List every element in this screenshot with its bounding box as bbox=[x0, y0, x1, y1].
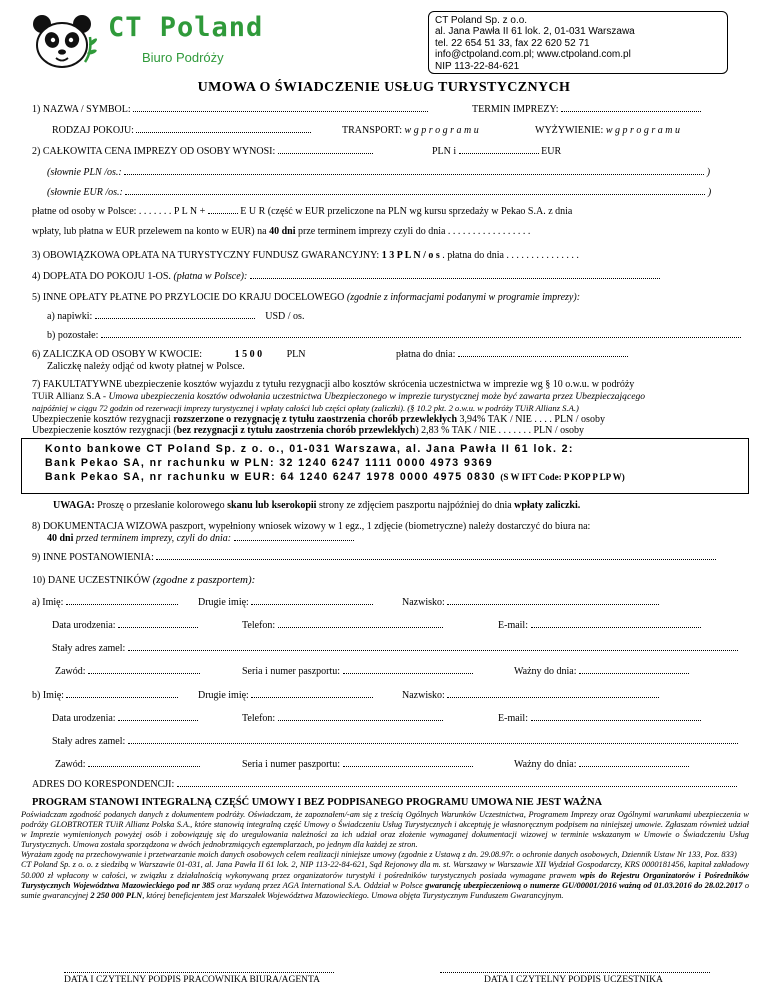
brand-subtitle: Biuro Podróży bbox=[142, 50, 224, 65]
participant-b-phone-row bbox=[242, 713, 443, 724]
legal-paragraph-3d: gwarancję ubezpieczeniową o numerze GU/00001/2016 ważną od 01.03.2016 do 28.02.2017 bbox=[425, 880, 743, 890]
term-field[interactable] bbox=[561, 104, 701, 112]
notice-c: strony ze zdjęciem paszportu najpóźniej do dnia bbox=[318, 500, 512, 511]
agent-signature-label: DATA I CZYTELNY PODPIS PRACOWNIKA BIURA/AGENTA bbox=[64, 975, 320, 985]
food-row bbox=[535, 125, 680, 136]
transfer-a: wpłaty, lub płatna w EUR przelewem na konto w EUR) na bbox=[32, 226, 267, 237]
participant-a-passport-field[interactable] bbox=[343, 666, 473, 674]
participant-b-job-row bbox=[55, 759, 200, 770]
company-email: info@ctpoland.com.pl; www.ctpoland.com.pl bbox=[435, 49, 631, 61]
participant-b-valid-field[interactable] bbox=[579, 759, 689, 767]
insurance-option-extended-c: 3,94% TAK / NIE . . . . PLN / osoby bbox=[459, 414, 605, 425]
room-field[interactable] bbox=[136, 125, 311, 133]
participant-a-birth-field[interactable] bbox=[118, 620, 198, 628]
words-pln-label: (słownie PLN /os.: bbox=[47, 167, 122, 178]
words-pln-row bbox=[47, 167, 710, 178]
name-symbol-label: 1) NAZWA / SYMBOL: bbox=[32, 104, 131, 115]
bank-account-box bbox=[21, 438, 749, 494]
participant-a-passport-label: Seria i numer paszportu: bbox=[242, 666, 341, 677]
legal-paragraph-3a: CT Poland Sp. z o. o. z siedzibą w Warszawie 01-031, al. Jana Pawła II 61 lok. 2, NIP 113-22-84-621, Sąd Rejonowy dla m. st. Warszawy w Warszawie XII Wydział Gospodarczy, KRS 0000181456, kapitał zakładowy 50.000 zł wpłacony w całości, w związku z działalnością wykonywaną przez organizatorów turystyki i pośredników turystycznych posiada wymagane prawem bbox=[21, 860, 749, 880]
legal-paragraph-3 bbox=[21, 860, 749, 900]
participant-b-second-label: Drugie imię: bbox=[198, 690, 249, 701]
participant-a-phone-label: Telefon: bbox=[242, 620, 276, 631]
agent-signature-line[interactable] bbox=[64, 972, 334, 973]
legal-paragraph-1: Poświadczam zgodność podanych danych z dokumentem podróży. Oświadczam, że zapoznałem/-am się z treścią Ogólnych Warunków Uczestnictwa, Programem Imprezy oraz Ogólnymi warunkami ubezpieczenia w podróży GLOBTROTER TUiR Allianz Polska S.A., które stanowią integralną część Umowy o Świadczeniu Usług Turystycznych i akceptuję je własnoręcznym podpisem na niniejszej umowie. Zgłaszam również udział w Imprezie wymienionych powyżej osób i zobowiązuję się do uregulowania należności za ich udział oraz złożenie wymaganej dokumentacji wizowej w terminie wskazanym w Umowie o Świadczeniu Usług Turystycznych. Umowa została sporządzona w dwóch jednobrzmiących egzemplarzach, po jednym dla każdej ze stron. bbox=[21, 810, 749, 850]
participant-b-first-label: Imię: bbox=[42, 690, 64, 701]
participant-a-valid-row bbox=[514, 666, 689, 677]
bank-account-eur-row bbox=[45, 470, 748, 484]
company-name: CT Poland Sp. z o.o. bbox=[435, 15, 528, 26]
participant-a-first-label: Imię: bbox=[42, 597, 64, 608]
price-row bbox=[32, 146, 373, 157]
participant-b-last-label: Nazwisko: bbox=[402, 690, 445, 701]
poland-payment-eur-field[interactable] bbox=[208, 206, 238, 214]
visa-line-1: 8) DOKUMENTACJA WIZOWA paszport, wypełniony wniosek wizowy w 1 egz., 1 zdjęcie (biometryczne) należy dostarczyć do biura na: bbox=[32, 521, 591, 532]
price-label: 2) CAŁKOWITA CENA IMPREZY OD OSOBY WYNOSI: bbox=[32, 146, 276, 157]
deposit-note: Zaliczkę należy odjąć od kwoty płatnej w Polsce. bbox=[47, 361, 245, 372]
insurance-option-basic-a: Ubezpieczenie kosztów rezygnacji ( bbox=[32, 425, 177, 436]
participant-b-job-label: Zawód: bbox=[55, 759, 86, 770]
participant-a-email-field[interactable] bbox=[531, 620, 701, 628]
insurance-option-extended bbox=[32, 414, 605, 425]
participant-a-marker: a) bbox=[32, 597, 40, 608]
swift-code: (S W IFT Code: P KOP P LP W) bbox=[500, 472, 625, 482]
correspondence-row bbox=[32, 779, 737, 790]
other-label: b) pozostałe: bbox=[47, 330, 99, 341]
insurance-option-extended-a: Ubezpieczenie kosztów rezygnacji bbox=[32, 414, 171, 425]
food-value: w g p r o g r a m u bbox=[605, 125, 680, 136]
participant-b-address-label: Stały adres zamel: bbox=[52, 736, 126, 747]
participant-a-job-field[interactable] bbox=[88, 666, 200, 674]
price-pln-field[interactable] bbox=[278, 146, 373, 154]
participant-a-first-row bbox=[32, 597, 178, 608]
bank-account-eur: Bank Pekao SA, nr rachunku w EUR: 64 1240 6247 1978 0000 4975 0830 bbox=[45, 471, 497, 483]
guarantee-fund-amount: 1 3 P L N / o s bbox=[381, 250, 440, 261]
participant-b-address-field[interactable] bbox=[128, 736, 738, 744]
deposit-label: 6) ZALICZKA OD OSOBY W KWOCIE: bbox=[32, 349, 203, 360]
participant-b-email-row bbox=[498, 713, 701, 724]
participant-a-last-field[interactable] bbox=[447, 597, 659, 605]
participants-note: (zgodne z paszportem): bbox=[152, 574, 256, 586]
participant-a-passport-row bbox=[242, 666, 473, 677]
poland-payment-row bbox=[32, 206, 572, 217]
participant-a-phone-field[interactable] bbox=[278, 620, 443, 628]
participant-a-email-row bbox=[498, 620, 701, 631]
insurance-line-1: 7) FAKULTATYWNE ubezpieczenie kosztów wyjazdu z tytułu rezygnacji albo kosztów skrócenia uczestnictwa w imprezie wg § 10 o.w.u. w podróży bbox=[32, 379, 635, 390]
words-eur-label: (słownie EUR /os.: bbox=[47, 187, 123, 198]
participant-a-address-row bbox=[52, 643, 738, 654]
visa-date-field[interactable] bbox=[234, 533, 354, 541]
notice-label: UWAGA: bbox=[53, 500, 95, 511]
participant-b-last-row bbox=[402, 690, 659, 701]
participant-b-job-field[interactable] bbox=[88, 759, 200, 767]
visa-days: 40 dni bbox=[47, 533, 74, 544]
participant-b-email-label: E-mail: bbox=[498, 713, 528, 724]
participant-b-marker: b) bbox=[32, 690, 41, 701]
transfer-days: 40 dni bbox=[269, 226, 296, 237]
insurance-option-basic-c: ) 2,83 % TAK / NIE . . . . . . . PLN / osoby bbox=[415, 425, 585, 436]
notice-a: Proszę o przesłanie kolorowego bbox=[97, 500, 225, 511]
participant-b-address-row bbox=[52, 736, 738, 747]
participant-b-second-field[interactable] bbox=[251, 690, 373, 698]
participant-a-address-field[interactable] bbox=[128, 643, 738, 651]
visa-line-2 bbox=[47, 533, 354, 544]
participant-b-valid-label: Ważny do dnia: bbox=[514, 759, 577, 770]
participant-a-second-row bbox=[198, 597, 373, 608]
participant-b-first-field[interactable] bbox=[66, 690, 178, 698]
legal-paragraph-2: Wyrażam zgodę na przechowywanie i przetwarzanie moich danych osobowych celem realizacji niniejsze umowy (zgodnie z Ustawą z dn. 29.08.97r. o ochronie danych osobowych, Dziennik Ustaw Nr 133, Poz. 833) bbox=[21, 850, 737, 860]
participant-a-second-label: Drugie imię: bbox=[198, 597, 249, 608]
participant-b-birth-label: Data urodzenia: bbox=[52, 713, 116, 724]
deposit-currency: PLN bbox=[286, 349, 306, 360]
company-address: al. Jana Pawła II 61 lok. 2, 01-031 Warszawa bbox=[435, 26, 635, 38]
legal-paragraph-3g: , której beneficjentem jest Marszałek Województwa Mazowieckiego. Umowa objęta Turystycznym Funduszem Gwarancyjnym. bbox=[142, 890, 564, 900]
correspondence-label: ADRES DO KORESPONDENCJI: bbox=[32, 779, 175, 790]
participant-b-valid-row bbox=[514, 759, 689, 770]
other-fees-label: 5) INNE OPŁATY PŁATNE PO PRZYLOCIE DO KRAJU DOCELOWEGO bbox=[32, 292, 345, 303]
guarantee-fund-label: 3) OBOWIĄZKOWA OPŁATA NA TURYSTYCZNY FUNDUSZ GWARANCYJNY: bbox=[32, 250, 380, 261]
notice-b: skanu lub kserokopii bbox=[227, 500, 317, 511]
tips-label: a) napiwki: bbox=[47, 311, 93, 322]
insurance-line-2a: TUiR Allianz S.A - bbox=[32, 391, 107, 402]
participants-label: 10) DANE UCZESTNIKÓW bbox=[32, 575, 151, 586]
participant-a-valid-label: Ważny do dnia: bbox=[514, 666, 577, 677]
tips-field[interactable] bbox=[95, 311, 255, 319]
insurance-option-basic bbox=[32, 425, 584, 436]
brand-name: CT Poland bbox=[108, 12, 264, 43]
single-room-note: (płatna w Polsce): bbox=[173, 271, 248, 282]
transfer-b: prze terminem imprezy czyli do dnia . . . . . . . . . . . . . . . . . bbox=[297, 226, 531, 237]
participant-b-phone-label: Telefon: bbox=[242, 713, 276, 724]
legal-paragraph-3c: oraz wydaną przez AGA International S.A. Oddział w Polsce bbox=[217, 880, 423, 890]
words-eur-field[interactable] bbox=[125, 187, 705, 195]
name-symbol-field[interactable] bbox=[133, 104, 428, 112]
insurance-line-2 bbox=[32, 391, 645, 402]
participant-b-last-field[interactable] bbox=[447, 690, 659, 698]
single-room-label: 4) DOPŁATA DO POKOJU 1-OS. bbox=[32, 271, 171, 282]
correspondence-field[interactable] bbox=[177, 779, 737, 787]
participant-signature-label: DATA I CZYTELNY PODPIS UCZESTNIKA bbox=[484, 975, 663, 985]
participant-a-job-row bbox=[55, 666, 200, 677]
poland-payment-b: E U R (część w EUR przeliczone na PLN wg kursu sprzedaży w Pekao S.A. z dnia bbox=[240, 206, 573, 217]
program-notice: PROGRAM STANOWI INTEGRALNĄ CZĘŚĆ UMOWY I BEZ PODPISANEGO PROGRAMU UMOWA NIE JEST WAŻNA bbox=[32, 797, 602, 808]
participant-a-address-label: Stały adres zamel: bbox=[52, 643, 126, 654]
participant-b-passport-field[interactable] bbox=[343, 759, 473, 767]
single-room-row bbox=[32, 271, 660, 282]
participant-a-first-field[interactable] bbox=[66, 597, 178, 605]
contract-title: UMOWA O ŚWIADCZENIE USŁUG TURYSTYCZNYCH bbox=[197, 80, 571, 95]
bank-account-pln: Bank Pekao SA, nr rachunku w PLN: 32 1240 6247 1111 0000 4973 9369 bbox=[45, 457, 494, 469]
panda-mascot-icon bbox=[30, 12, 100, 72]
other-provisions-label: 9) INNE POSTANOWIENIA: bbox=[32, 552, 154, 563]
words-eur-row bbox=[47, 187, 711, 198]
deposit-row bbox=[32, 349, 306, 360]
deposit-due-field[interactable] bbox=[458, 349, 628, 357]
other-field[interactable] bbox=[101, 330, 741, 338]
transfer-row bbox=[32, 226, 530, 237]
visa-line-2-text: przed terminem imprezy, czyli do dnia: bbox=[75, 533, 232, 544]
other-fees-note: (zgodnie z informacjami podanymi w programie imprezy): bbox=[346, 292, 581, 303]
words-pln-close: ) bbox=[706, 167, 711, 178]
other-provisions-row bbox=[32, 552, 716, 563]
room-row bbox=[52, 125, 311, 136]
transport-row bbox=[342, 125, 479, 136]
price-pln-row bbox=[432, 146, 561, 157]
participant-b-passport-label: Seria i numer paszportu: bbox=[242, 759, 341, 770]
participant-b-birth-field[interactable] bbox=[118, 713, 198, 721]
room-label: RODZAJ POKOJU: bbox=[52, 125, 134, 136]
price-pln-label: PLN i bbox=[432, 146, 457, 157]
price-eur-label: EUR bbox=[541, 146, 562, 157]
company-info-box bbox=[428, 11, 728, 74]
participant-a-email-label: E-mail: bbox=[498, 620, 528, 631]
participant-a-last-label: Nazwisko: bbox=[402, 597, 445, 608]
name-symbol-row bbox=[32, 104, 428, 115]
other-fees-row bbox=[32, 292, 580, 303]
participant-b-first-row bbox=[32, 690, 178, 701]
food-label: WYŻYWIENIE: bbox=[535, 125, 604, 136]
participant-b-email-field[interactable] bbox=[531, 713, 701, 721]
price-eur-field[interactable] bbox=[459, 146, 539, 154]
participant-a-last-row bbox=[402, 597, 659, 608]
insurance-line-2b: Umowa ubezpieczenia kosztów odwołania uczestnictwa Ubezpieczonego w imprezie turystycznej może być zawarta przez Ubezpieczającego bbox=[108, 391, 646, 402]
participant-a-valid-field[interactable] bbox=[579, 666, 689, 674]
insurance-line-3: najpóźniej w ciągu 72 godzin od rezerwacji imprezy turystycznej i wpłaty całości lub części opłaty (zaliczki). (§ 10.2 pkt. 2 o.w.u. w podróży TUiR Allianz S.A.) bbox=[32, 403, 579, 413]
single-room-field[interactable] bbox=[250, 271, 660, 279]
participant-a-birth-row bbox=[52, 620, 198, 631]
participant-signature-line[interactable] bbox=[440, 972, 710, 973]
participant-a-birth-label: Data urodzenia: bbox=[52, 620, 116, 631]
participant-a-second-field[interactable] bbox=[251, 597, 373, 605]
words-eur-close: ) bbox=[707, 187, 712, 198]
legal-paragraph-3b: wpis do Rejestru Organizatorów i Pośredników Turystycznych Województwa Mazowieckiego pod nr 385 bbox=[21, 870, 750, 890]
tips-row bbox=[47, 311, 304, 322]
guarantee-fund-due: . płatna do dnia . . . . . . . . . . . . . . . bbox=[442, 250, 579, 261]
legal-text bbox=[21, 810, 749, 901]
other-provisions-field[interactable] bbox=[156, 552, 716, 560]
term-label: TERMIN IMPREZY: bbox=[472, 104, 559, 115]
notice-d: wpłaty zaliczki. bbox=[514, 500, 581, 511]
deposit-amount: 1 5 0 0 bbox=[234, 349, 263, 360]
participant-b-birth-row bbox=[52, 713, 198, 724]
participant-b-phone-field[interactable] bbox=[278, 713, 443, 721]
company-phone: tel. 22 654 51 33, fax 22 620 52 71 bbox=[435, 37, 590, 49]
insurance-option-extended-b: rozszerzone o rezygnację z tytułu zaostrzenia chorób przewlekłych bbox=[173, 414, 458, 425]
transport-label: TRANSPORT: bbox=[342, 125, 403, 136]
tips-unit: USD / os. bbox=[265, 311, 305, 322]
participant-a-phone-row bbox=[242, 620, 443, 631]
insurance-option-basic-b: bez rezygnacji z tytułu zaostrzenia chorób przewlekłych bbox=[176, 425, 416, 436]
participant-a-job-label: Zawód: bbox=[55, 666, 86, 677]
deposit-due-row bbox=[396, 349, 628, 360]
notice-row bbox=[53, 500, 580, 511]
participants-heading bbox=[32, 574, 255, 586]
bank-account-line-1: Konto bankowe CT Poland Sp. z o. o., 01-031 Warszawa, al. Jana Pawła II 61 lok. 2: bbox=[45, 443, 574, 455]
words-pln-field[interactable] bbox=[124, 167, 704, 175]
company-nip: NIP 113-22-84-621 bbox=[435, 60, 520, 72]
term-row bbox=[472, 104, 701, 115]
legal-paragraph-3e: o sumie gwarancyjnej bbox=[21, 880, 750, 900]
participant-b-passport-row bbox=[242, 759, 473, 770]
guarantee-fund-row bbox=[32, 250, 579, 261]
participant-b-second-row bbox=[198, 690, 373, 701]
poland-payment-a: płatne od osoby w Polsce: . . . . . . . P L N + bbox=[32, 206, 206, 217]
other-row bbox=[47, 330, 741, 341]
deposit-due-label: płatna do dnia: bbox=[396, 349, 456, 360]
legal-paragraph-3f: 2 250 000 PLN bbox=[90, 890, 143, 900]
transport-value: w g p r o g r a m u bbox=[404, 125, 479, 136]
